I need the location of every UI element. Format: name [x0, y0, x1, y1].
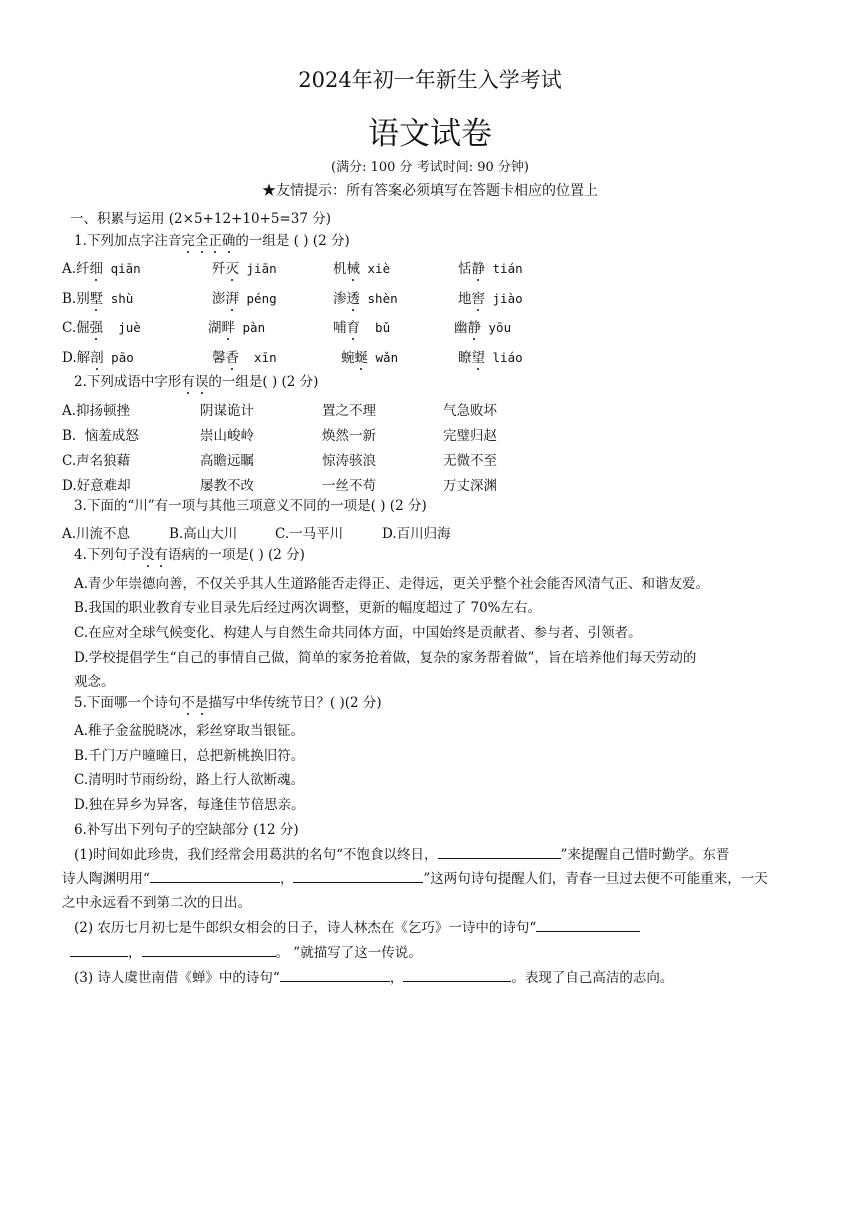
pinyin: shèn: [360, 291, 398, 306]
dotted-char: 强: [89, 320, 104, 336]
q5-stem-end: 描写中华传统节日？( )(2 分): [208, 695, 382, 711]
q6-p3-text-a: (3) 诗人虞世南借《蝉》中的诗句“: [74, 970, 280, 986]
blank-line[interactable]: [142, 944, 276, 957]
q1-stem-dotted: [181, 233, 235, 249]
q6-part2-line2: [70, 941, 422, 961]
emphasis-char: 正: [208, 233, 222, 249]
q4-stem-start: 4.下列句子: [74, 547, 141, 563]
q1-option-item: [458, 257, 523, 277]
emphasis-char: 全: [194, 233, 209, 249]
blank-line[interactable]: [403, 969, 511, 982]
q2-option-item: C.声名狼藉: [62, 453, 131, 469]
section-heading: 一、积累与运用 (2×5+12+10+5=37 分): [70, 211, 331, 227]
word-char: 解: [76, 350, 91, 366]
q1-option-item: [212, 346, 277, 366]
blank-line[interactable]: [438, 846, 561, 859]
blank-line[interactable]: [150, 870, 280, 883]
q1-option-item: [341, 346, 398, 366]
q1-option-item: [212, 257, 277, 277]
q6-p2-text-c: 。 ”就描写了这一传说。: [275, 945, 422, 961]
pinyin: qiān: [103, 261, 141, 276]
question-3-stem: 3.下面的“川”有一项与其他三项意义不同的一项是( ) (2 分): [74, 498, 427, 514]
emphasis-char: 没: [140, 547, 155, 563]
pinyin: bǔ: [360, 320, 391, 335]
q6-p1-text-a: (1)时间如此珍贵，我们经常会用葛洪的名句“不饱食以终日，: [74, 847, 438, 863]
pinyin: shù: [103, 291, 134, 306]
q6-part2-line1: [74, 916, 640, 936]
q2-option-item: A.抑扬顿挫: [62, 403, 131, 419]
pinyin: xiè: [360, 261, 391, 276]
dotted-char: 细: [89, 261, 104, 277]
q6-part1-line3: 之中永远看不到第二次的日出。: [62, 895, 251, 911]
q2-stem-dotted: [181, 374, 208, 390]
word-char: 地: [458, 291, 472, 307]
q6-p2-text-a: (2) 农历七月初七是牛郎织女相会的日子，诗人林杰在《乞巧》一诗中的诗句“: [74, 920, 537, 936]
dotted-char: 育: [346, 320, 360, 336]
q5-option: B.千门万户曈曈日，总把新桃换旧符。: [74, 748, 305, 764]
q2-option-item: 惊涛骇浪: [322, 453, 376, 469]
emphasis-char: 是: [194, 695, 209, 711]
q3-option: B.高山大川: [169, 526, 238, 542]
dotted-char: 畔: [221, 320, 235, 336]
question-6-stem: 6.补写出下列句子的空缺部分 (12 分): [74, 822, 299, 838]
q1-stem-end: 的一组是 ( ) (2 分): [235, 233, 350, 249]
question-2-stem: [74, 370, 318, 390]
dotted-char: 灭: [225, 261, 239, 277]
q5-stem-dotted: [181, 695, 208, 711]
q1-option-item: [458, 287, 523, 307]
q4-option: B.我国的职业教育专业目录先后经过两次调整，更新的幅度超过了 70%左右。: [74, 600, 542, 616]
q5-option: D.独在异乡为异客，每逢佳节倍思亲。: [74, 797, 305, 813]
q2-option-item: D.好意难却: [62, 478, 131, 494]
question-1-stem: [74, 229, 350, 249]
pinyin: péng: [239, 291, 277, 306]
dotted-char: 湃: [225, 291, 239, 307]
q2-option-item: 置之不理: [322, 403, 376, 419]
dotted-char: 香: [225, 350, 239, 366]
q2-option-item: 一丝不苟: [322, 478, 376, 494]
q1-stem-start: 1.下列加点字注音: [74, 233, 182, 249]
q1-option-item: [212, 287, 277, 307]
emphasis-char: 误: [194, 374, 209, 390]
word-char: 瞭: [458, 350, 472, 366]
q6-p1-text-c: 诗人陶渊明用“: [62, 871, 150, 887]
q4-option: A.青少年崇德向善，不仅关乎其人生道路能否走得正、走得远，更关乎整个社会能否风清气正、和谐友爱。: [74, 576, 710, 592]
question-4-stem: [74, 543, 305, 563]
q3-option: D.百川归海: [382, 526, 451, 542]
word-char: 歼: [212, 261, 226, 277]
option-label: C.: [62, 320, 77, 336]
dotted-char: 窖: [471, 291, 485, 307]
q1-option-item: [62, 346, 134, 366]
score-time-line: (满分: 100 分 考试时间: 90 分钟): [331, 160, 529, 175]
q2-option-item: 无微不至: [443, 453, 497, 469]
emphasis-char: 有: [181, 374, 195, 390]
word-char: 别: [76, 291, 90, 307]
q6-p1-text-e: ”这两句诗句提醒人们，青春一旦过去便不可能重来，一天: [423, 871, 768, 887]
q1-option-item: [333, 316, 390, 336]
q1-option-item: [333, 257, 390, 277]
q6-part3-line: [74, 966, 673, 986]
word-char: 纤: [76, 261, 90, 277]
q6-p1-text-b: ”来提醒自己惜时勤学。东晋: [560, 847, 730, 863]
q2-stem-start: 2.下列成语中字形: [74, 374, 182, 390]
dotted-char: 蜒: [354, 350, 368, 366]
q6-p1-text-d: ，: [279, 871, 294, 887]
q2-option-item: 完璧归赵: [443, 428, 497, 444]
pinyin: xīn: [239, 350, 277, 365]
q2-option-item: 气急败坏: [443, 403, 497, 419]
pinyin: juè: [103, 320, 141, 335]
word-char: 哺: [333, 320, 347, 336]
exam-title: 2024年初一年新生入学考试: [298, 68, 562, 92]
q6-p2-text-b: ，: [128, 945, 142, 961]
emphasis-char: 有: [154, 547, 168, 563]
q5-stem-start: 5.下面哪一个诗句: [74, 695, 182, 711]
q1-option-item: [62, 257, 141, 277]
dotted-char: 透: [346, 291, 360, 307]
q5-option: C.清明时节雨纷纷，路上行人欲断魂。: [74, 772, 305, 788]
emphasis-char: 不: [181, 695, 195, 711]
q6-part1-line1: [74, 843, 729, 863]
q1-option-item: [62, 287, 133, 307]
q2-option-item: 屡教不改: [200, 478, 254, 494]
q2-option-item: 阴谋诡计: [200, 403, 254, 419]
pinyin: liáo: [485, 350, 523, 365]
blank-line[interactable]: [70, 944, 128, 957]
word-char: 馨: [212, 350, 226, 366]
pinyin: jiān: [239, 261, 277, 276]
dotted-char: 墅: [89, 291, 104, 307]
emphasis-char: 完: [181, 233, 195, 249]
word-char: 澎: [212, 291, 226, 307]
q2-option-item: 崇山峻岭: [200, 428, 254, 444]
pinyin: wǎn: [368, 350, 399, 365]
q1-option-item: [333, 287, 398, 307]
pinyin: jiào: [485, 291, 523, 306]
q4-option: 观念。: [74, 674, 115, 690]
pinyin: pàn: [235, 320, 266, 335]
dotted-char: 望: [471, 350, 485, 366]
q6-p3-text-c: 。表现了自己高洁的志向。: [511, 970, 674, 986]
dotted-char: 械: [346, 261, 360, 277]
word-char: 恬: [458, 261, 472, 277]
q1-option-item: [454, 316, 511, 336]
option-label: A.: [62, 261, 77, 277]
friendly-tip: ★友情提示：所有答案必须填写在答题卡相应的位置上: [262, 183, 598, 199]
dotted-char: 剖: [90, 350, 104, 366]
word-char: 机: [333, 261, 347, 277]
q2-option-item: 万丈深渊: [443, 478, 497, 494]
word-char: 湖: [208, 320, 222, 336]
blank-line[interactable]: [280, 969, 390, 982]
q2-option-item: B. 恼羞成怒: [62, 428, 139, 444]
dotted-char: 静: [467, 320, 481, 336]
dotted-char: 静: [471, 261, 485, 277]
exam-subtitle: 语文试卷: [368, 116, 492, 152]
q1-option-item: [62, 316, 141, 336]
q2-option-item: 高瞻远瞩: [200, 453, 254, 469]
option-label: B.: [62, 291, 77, 307]
q3-option: A.川流不息: [62, 526, 131, 542]
q2-option-item: 焕然一新: [322, 428, 376, 444]
q1-option-item: [208, 316, 265, 336]
blank-line[interactable]: [536, 919, 640, 932]
q4-stem-end: 语病的一项是( ) (2 分): [167, 547, 305, 563]
q6-part1-line2: [62, 867, 768, 887]
word-char: 蜿: [341, 350, 355, 366]
q4-option: C.在应对全球气候变化、构建人与自然生命共同体方面，中国始终是贡献者、参与者、引领者。: [74, 625, 642, 641]
emphasis-char: 确: [221, 233, 236, 249]
pinyin: tián: [485, 261, 523, 276]
q6-p3-text-b: ，: [389, 970, 404, 986]
blank-line[interactable]: [293, 870, 423, 883]
word-char: 倔: [76, 320, 90, 336]
q2-stem-end: 的一组是( ) (2 分): [208, 374, 319, 390]
q4-option: D.学校提倡学生“自己的事情自己做，简单的家务抢着做，复杂的家务帮着做”，旨在培养他们每天劳动的: [74, 650, 697, 666]
q5-option: A.稚子金盆脱晓冰，彩丝穿取当银钲。: [74, 723, 305, 739]
q3-option: C.一马平川: [275, 526, 344, 542]
q4-stem-dotted: [141, 547, 168, 563]
option-label: D.: [62, 350, 77, 366]
pinyin: pāo: [103, 350, 134, 365]
question-5-stem: [74, 691, 382, 711]
q1-option-item: [458, 346, 523, 366]
word-char: 渗: [333, 291, 347, 307]
word-char: 幽: [454, 320, 468, 336]
pinyin: yōu: [481, 320, 512, 335]
